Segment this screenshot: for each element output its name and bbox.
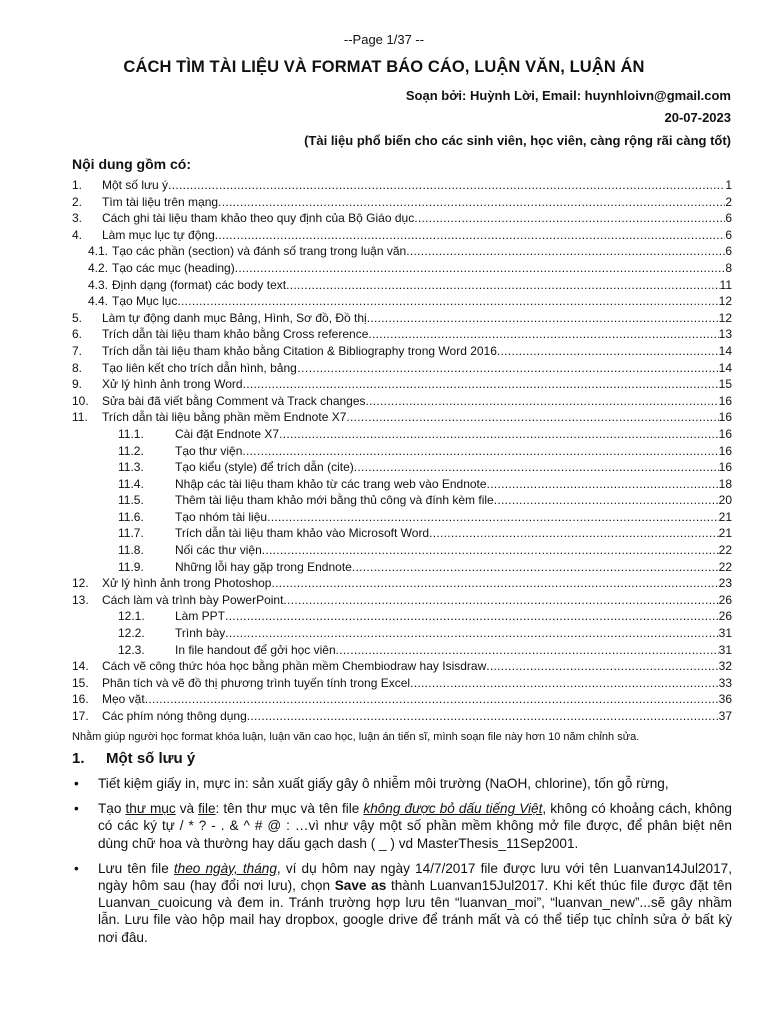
toc-leader-dots xyxy=(145,691,719,708)
bullet-text: Lưu tên file xyxy=(98,860,174,876)
toc-entry-title: Một số lưu ý xyxy=(102,178,169,192)
toc-entry-title: Làm PPT xyxy=(175,609,226,624)
toc-entry-number: 15. xyxy=(72,675,89,690)
toc-entry-page: 32 xyxy=(718,659,732,674)
intro-paragraph: Nhằm giúp người học format khóa luận, luận văn cao học, luận án tiến sĩ, mình soạn file này hơn 10 năm chỉnh sửa. xyxy=(72,731,640,743)
toc-entry-title: Tạo thư viện xyxy=(175,443,243,458)
toc-entry-number: 9. xyxy=(72,377,83,392)
toc-entry-page: 13 xyxy=(718,327,732,342)
section-title: Một số lưu ý xyxy=(106,750,196,767)
toc-entry-title: Trích dẫn tài liệu tham khảo vào Microsoft Word xyxy=(175,526,430,541)
toc-entry[interactable] xyxy=(72,476,732,493)
toc-entry[interactable] xyxy=(72,492,732,509)
toc-entry[interactable] xyxy=(72,459,732,476)
toc-entry-title: Trình bày xyxy=(175,626,226,641)
toc-entry-page: 18 xyxy=(718,476,732,491)
toc-entry-page: 8 xyxy=(725,260,732,275)
toc-leader-dots xyxy=(225,625,718,642)
toc-leader-dots xyxy=(494,492,719,509)
bold-term: Save as xyxy=(334,878,387,894)
emphasized-term: không được bỏ dấu tiếng Việt xyxy=(363,801,543,817)
table-of-contents xyxy=(72,177,732,725)
toc-entry-page: 16 xyxy=(718,410,732,425)
toc-entry-title: Xử lý hình ảnh trong Word xyxy=(102,377,243,392)
list-item xyxy=(72,775,732,792)
toc-entry-title: Trích dẫn tài liệu tham khảo bằng Cross reference xyxy=(102,327,369,342)
toc-entry-title: Nối các thư viện xyxy=(175,543,262,558)
toc-leader-dots xyxy=(487,476,719,493)
toc-entry-number: 4.2. xyxy=(88,260,109,275)
toc-entry[interactable] xyxy=(72,376,732,393)
toc-entry-page: 21 xyxy=(718,509,732,524)
toc-entry-number: 11.5. xyxy=(118,493,144,508)
toc-entry-page: 12 xyxy=(718,294,732,309)
toc-entry[interactable] xyxy=(72,426,732,443)
toc-entry-number: 16. xyxy=(72,692,89,707)
toc-leader-dots xyxy=(367,310,719,327)
toc-entry-page: 2 xyxy=(725,194,732,209)
toc-entry[interactable] xyxy=(72,675,732,692)
toc-entry-number: 17. xyxy=(72,709,89,723)
toc-leader-dots xyxy=(218,194,725,211)
toc-heading: Nội dung gồm có: xyxy=(72,156,191,172)
toc-entry-page: 37 xyxy=(718,709,732,723)
toc-entry-title: Tạo các mục (heading) xyxy=(112,260,235,275)
toc-entry-number: 10. xyxy=(72,393,89,408)
bullet-text: Tạo xyxy=(98,801,126,817)
document-date: 20-07-2023 xyxy=(664,110,731,125)
toc-entry[interactable] xyxy=(72,509,732,526)
toc-entry-number: 14. xyxy=(72,659,89,674)
toc-entry-page: 6 xyxy=(725,227,732,242)
author-line: Soạn bởi: Huỳnh Lời, Email: huynhloivn@gmail.com xyxy=(405,88,731,103)
toc-entry[interactable] xyxy=(72,592,732,609)
toc-leader-dots xyxy=(346,409,718,426)
bullet-text: Tiết kiệm giấy in, mực in: sản xuất giấy gây ô nhiễm môi trường (NaOH, chlorine), tốn gỗ rừng, xyxy=(98,776,669,791)
toc-entry-page: 22 xyxy=(718,543,732,558)
toc-entry-title: Cài đặt Endnote X7 xyxy=(175,426,280,441)
toc-entry-page: 33 xyxy=(718,675,732,690)
toc-entry-page: 14 xyxy=(718,360,732,375)
toc-entry-number: 11.4. xyxy=(118,476,144,491)
audience-note: (Tài liệu phổ biến cho các sinh viên, học viên, càng rộng rãi càng tốt) xyxy=(304,133,731,148)
toc-entry-title: Mẹo vặt xyxy=(102,692,145,707)
list-item xyxy=(72,860,732,946)
toc-leader-dots xyxy=(243,376,719,393)
toc-entry-title: Làm mục lục tự động xyxy=(102,227,215,242)
toc-leader-dots xyxy=(279,426,719,443)
toc-entry-page: 23 xyxy=(718,576,732,591)
toc-entry-number: 11.8. xyxy=(118,543,144,558)
toc-leader-dots xyxy=(215,227,726,244)
toc-leader-dots xyxy=(247,708,719,725)
toc-entry-title: Tạo kiểu (style) để trích dẫn (cite) xyxy=(175,460,354,475)
toc-entry-page: 22 xyxy=(718,559,732,574)
toc-entry-title: Tạo Mục lục xyxy=(112,294,178,309)
toc-entry[interactable] xyxy=(72,708,732,725)
toc-leader-dots xyxy=(309,360,719,377)
toc-entry[interactable] xyxy=(72,575,732,592)
toc-entry-title: Trích dẫn tài liệu bằng phần mềm Endnote X7 xyxy=(102,410,347,425)
toc-entry-title: In file handout để gởi học viên xyxy=(175,642,336,657)
toc-entry[interactable] xyxy=(72,525,732,542)
toc-leader-dots xyxy=(177,293,718,310)
toc-entry-number: 2. xyxy=(72,194,83,209)
toc-entry-number: 4.4. xyxy=(88,294,109,309)
bullet-text: , ví dụ hôm nay ngày 14/7/2017 file được lưu với tên Luanvan14Jul2017, ngày hôm sau (hay đổi nơi lưu), chọn xyxy=(98,860,733,894)
toc-leader-dots xyxy=(486,658,718,675)
toc-leader-dots xyxy=(283,592,718,609)
toc-entry-title: Thêm tài liệu tham khảo mới bằng thủ công và đính kèm file xyxy=(175,493,494,508)
section-number: 1. xyxy=(72,750,85,767)
toc-entry-title: Tạo nhóm tài liệu xyxy=(175,509,268,524)
toc-entry[interactable] xyxy=(72,393,732,410)
bullet-list xyxy=(72,775,732,954)
toc-entry[interactable] xyxy=(72,310,732,327)
toc-leader-dots xyxy=(366,393,719,410)
underlined-term: file xyxy=(198,801,216,817)
bullet-text: : tên thư mục và tên file xyxy=(215,801,364,817)
toc-entry[interactable] xyxy=(72,691,732,708)
toc-entry-page: 16 xyxy=(718,460,732,475)
toc-leader-dots xyxy=(242,443,718,460)
toc-entry-number: 11.1. xyxy=(118,426,144,441)
toc-entry-number: 8. xyxy=(72,360,83,375)
toc-entry[interactable] xyxy=(72,658,732,675)
bullet-icon: • xyxy=(74,860,79,876)
toc-entry-page: 6 xyxy=(725,244,732,259)
toc-leader-dots xyxy=(286,277,719,294)
toc-entry-title: Sửa bài đã viết bằng Comment và Track changes xyxy=(102,393,366,408)
toc-entry-number: 7. xyxy=(72,343,83,358)
list-item xyxy=(72,800,732,852)
toc-entry[interactable] xyxy=(72,260,732,277)
toc-leader-dots xyxy=(410,675,719,692)
emphasized-term: theo ngày, tháng xyxy=(173,860,277,876)
toc-leader-dots xyxy=(352,559,719,576)
toc-entry-number: 4.3. xyxy=(88,277,109,292)
toc-entry-page: 1 xyxy=(725,178,732,192)
toc-entry-page: 6 xyxy=(725,211,732,226)
toc-entry[interactable] xyxy=(72,177,732,194)
toc-entry[interactable] xyxy=(72,443,732,460)
toc-entry-title: Làm tự động danh mục Bảng, Hình, Sơ đồ, Đồ thị xyxy=(102,310,367,325)
toc-entry-number: 11. xyxy=(72,410,88,425)
toc-leader-dots xyxy=(406,243,725,260)
toc-entry-title: Các phím nóng thông dụng xyxy=(102,709,247,723)
toc-entry[interactable] xyxy=(72,243,732,260)
toc-entry[interactable] xyxy=(72,326,732,343)
toc-entry-number: 1. xyxy=(72,178,83,192)
toc-entry[interactable] xyxy=(72,343,732,360)
toc-entry-number: 4. xyxy=(72,227,83,242)
toc-entry-title: Cách làm và trình bày PowerPoint xyxy=(102,592,284,607)
toc-entry-number: 12.2. xyxy=(118,626,145,641)
toc-entry-title: Xử lý hình ảnh trong Photoshop xyxy=(102,576,272,591)
toc-entry-page: 12 xyxy=(718,310,732,325)
toc-entry-number: 13. xyxy=(72,592,89,607)
bullet-text: thành Luanvan15Jul2017. Khi kết thúc file được đặt tên Luanvan_cuoicung và đem in. Tránh trường hợp lưu tên “luanvan_moi”, “luanvan_new”...sẽ gây nhầm lẫn. Lưu file vào hộp mail hay dropbox, google drive để tránh mất và có thể tiếp tục chỉnh sửa ở bất kỳ nơi đâu. xyxy=(98,878,733,945)
toc-entry[interactable] xyxy=(72,642,732,659)
toc-leader-dots xyxy=(414,210,725,227)
toc-entry-number: 12.3. xyxy=(118,642,145,657)
toc-entry[interactable] xyxy=(72,194,732,211)
toc-entry-page: 20 xyxy=(718,493,732,508)
toc-entry-title: Trích dẫn tài liệu tham khảo bằng Citation & Bibliography trong Word 2016 xyxy=(102,343,497,358)
toc-entry-title: Cách vẽ công thức hóa học bằng phần mềm Chembiodraw hay Isisdraw xyxy=(102,659,487,674)
toc-leader-dots xyxy=(368,326,718,343)
toc-entry-page: 26 xyxy=(718,609,732,624)
toc-entry-number: 3. xyxy=(72,211,83,226)
toc-entry-page: 11 xyxy=(719,277,732,292)
toc-entry-page: 26 xyxy=(718,592,732,607)
toc-entry-page: 16 xyxy=(718,443,732,458)
toc-entry-title: Tạo liên kết cho trích dẫn hình, bảng… xyxy=(102,360,309,375)
toc-entry-number: 5. xyxy=(72,310,83,325)
document-title: CÁCH TÌM TÀI LIỆU VÀ FORMAT BÁO CÁO, LUẬN VĂN, LUẬN ÁN xyxy=(123,58,645,76)
toc-leader-dots xyxy=(235,260,726,277)
toc-entry[interactable] xyxy=(72,559,732,576)
toc-leader-dots xyxy=(336,642,719,659)
toc-entry-title: Phân tích và vẽ đồ thị phương trình tuyến tính trong Excel xyxy=(102,675,411,690)
toc-entry[interactable] xyxy=(72,608,732,625)
toc-entry-page: 15 xyxy=(718,377,732,392)
toc-entry-number: 11.7. xyxy=(118,526,144,541)
bullet-icon: • xyxy=(74,776,79,791)
toc-entry-title: Nhập các tài liệu tham khảo từ các trang web vào Endnote xyxy=(175,476,487,491)
bullet-icon: • xyxy=(74,801,79,817)
toc-entry-number: 11.3. xyxy=(118,460,144,475)
toc-leader-dots xyxy=(267,509,719,526)
toc-entry-title: Định dạng (format) các body text xyxy=(112,277,287,292)
toc-entry[interactable] xyxy=(72,409,732,426)
toc-entry-page: 21 xyxy=(718,526,732,541)
toc-entry-page: 31 xyxy=(718,642,732,657)
toc-entry-title: Tạo các phần (section) và đánh số trang trong luận văn xyxy=(112,244,407,259)
toc-entry-number: 12. xyxy=(72,576,89,591)
toc-entry[interactable] xyxy=(72,227,732,244)
toc-entry[interactable] xyxy=(72,210,732,227)
toc-leader-dots xyxy=(354,459,719,476)
toc-entry-title: Những lỗi hay gặp trong Endnote xyxy=(175,559,352,574)
bullet-text: và xyxy=(175,801,199,817)
underlined-term: thư mục xyxy=(125,801,176,817)
toc-entry-page: 31 xyxy=(718,626,732,641)
toc-entry-number: 11.2. xyxy=(118,443,144,458)
toc-entry-page: 16 xyxy=(718,393,732,408)
toc-leader-dots xyxy=(262,542,719,559)
toc-entry-number: 11.6. xyxy=(118,509,144,524)
toc-entry[interactable] xyxy=(72,625,732,642)
toc-leader-dots xyxy=(429,525,719,542)
toc-entry-number: 4.1. xyxy=(88,244,109,259)
toc-leader-dots xyxy=(225,608,719,625)
toc-entry[interactable] xyxy=(72,542,732,559)
bullet-text: , không có khoảng cách, không có các ký tự / * ? - . & ^ # @ : …vì như vậy một số phần mềm không mở file được, để phân biệt nên dùng chữ hoa và thường hay dấu gạch dash ( _ ) vd MasterThesis_11Sep2001. xyxy=(98,801,732,851)
toc-leader-dots xyxy=(271,575,718,592)
toc-entry-number: 6. xyxy=(72,327,83,342)
section-heading xyxy=(72,750,195,767)
toc-leader-dots xyxy=(497,343,719,360)
toc-entry-title: Cách ghi tài liệu tham khảo theo quy định của Bộ Giáo dục xyxy=(102,211,415,226)
toc-entry[interactable] xyxy=(72,293,732,310)
toc-entry-title: Tìm tài liệu trên mạng xyxy=(102,194,219,209)
page-number: --Page 1/37 -- xyxy=(343,32,425,47)
toc-entry-page: 36 xyxy=(718,692,732,707)
toc-entry[interactable] xyxy=(72,360,732,377)
toc-leader-dots xyxy=(168,177,725,194)
toc-entry-number: 12.1. xyxy=(118,609,145,624)
toc-entry-number: 11.9. xyxy=(118,559,144,574)
toc-entry-page: 16 xyxy=(718,426,732,441)
toc-entry[interactable] xyxy=(72,277,732,294)
toc-entry-page: 14 xyxy=(718,343,732,358)
